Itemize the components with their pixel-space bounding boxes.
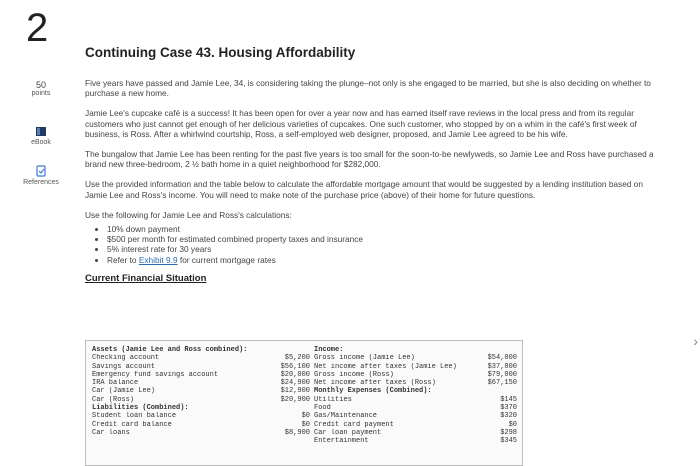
section-title: Current Financial Situation <box>85 272 207 284</box>
story-paragraph: Jamie Lee's cupcake café is a success! It has been open for over a year now and has earned itself rave reviews in the local press and from its regular customers who just cannot get enough of her delicious varieties of cupcakes. One such customer, who stopped by on a whim in the café's first week of business, is Ross. After a whirlwind courtship, Ross, a self-employed web designer, proposed, and Jamie Lee agreed to be his wife. <box>85 108 637 139</box>
table-row: Student loan balance $0 <box>92 412 310 421</box>
list-item: • 5% interest rate for 30 years <box>107 244 665 254</box>
ebook-label: eBook <box>31 139 51 146</box>
table-row: Credit card payment $0 <box>314 420 517 429</box>
financial-situation-table <box>85 340 523 466</box>
income-header: Income: <box>314 346 344 354</box>
chevron-right-icon[interactable]: › <box>693 333 698 349</box>
table-row: Car (Jamie Lee) $12,900 <box>92 387 310 396</box>
income-expenses-column <box>314 346 519 446</box>
assets-liabilities-column <box>92 346 312 437</box>
table-row: Net income after taxes (Jamie Lee) $37,800 <box>314 362 517 371</box>
table-row: Food $370 <box>314 404 517 413</box>
table-row: Gas/Maintenance $320 <box>314 412 517 421</box>
liabilities-header: Liabilities (Combined): <box>92 404 189 413</box>
instructions-paragraph: Use the provided information and the table below to calculate the affordable mortgage amount that would be suggested by a lending institution based on Jamie Lee and Ross's income. You will need to make note of the purchase price (above) of their home for future questions. <box>85 179 643 200</box>
calculations-intro: Use the following for Jamie Lee and Ross's calculations: <box>85 209 292 220</box>
table-row: Net income after taxes (Ross) $67,150 <box>314 379 517 388</box>
exhibit-link[interactable]: Exhibit 9.9 <box>138 254 178 265</box>
assets-header: Assets (Jamie Lee and Ross combined): <box>92 346 248 354</box>
ebook-button[interactable] <box>0 126 82 146</box>
list-item <box>107 255 665 265</box>
points-value: 50 <box>35 80 46 90</box>
assumptions-list <box>85 224 665 265</box>
references-label: References <box>23 179 59 186</box>
home-purchase-paragraph: The bungalow that Jamie Lee has been renting for the past five years is too small for the soon-to-be newlyweds, so Jamie Lee and Ross have purchased a brand new three-bedroom, 2 ½ bath home in a quiet neighborhood for $282,000. <box>85 149 654 170</box>
intro-paragraph: Five years have passed and Jamie Lee, 34, is considering taking the plunge–not only is she engaged to be married, but she is also deciding on whether to purchase a new home. <box>85 78 651 99</box>
table-row: Entertainment $345 <box>314 437 517 446</box>
table-row: Car (Ross) $20,900 <box>92 395 310 404</box>
table-row: Car loans $8,900 <box>92 428 310 437</box>
table-row: Checking account $5,200 <box>92 354 310 363</box>
question-number: 2 <box>26 6 49 50</box>
table-row: Emergency fund savings account $20,000 <box>92 370 310 379</box>
table-row: Utilities $145 <box>314 395 517 404</box>
points-label: points <box>31 90 51 97</box>
list-item: • $500 per month for estimated combined property taxes and insurance <box>107 234 665 244</box>
question-content <box>85 78 665 284</box>
book-icon <box>35 126 47 137</box>
references-button[interactable] <box>0 165 82 186</box>
list-item-prefix: Refer to <box>107 254 139 265</box>
table-row: Gross income (Ross) $79,000 <box>314 370 517 379</box>
list-item-suffix: for current mortgage rates <box>177 254 276 265</box>
table-row: Savings account $56,100 <box>92 362 310 371</box>
points-indicator <box>0 80 82 97</box>
table-row: Credit card balance $0 <box>92 420 310 429</box>
references-icon <box>35 165 47 177</box>
list-item: • 10% down payment <box>107 224 665 234</box>
question-title: Continuing Case 43. Housing Affordability <box>85 45 356 60</box>
table-row: Gross income (Jamie Lee) $54,000 <box>314 354 517 363</box>
expenses-header: Monthly Expenses (Combined): <box>314 387 432 396</box>
table-row: Car loan payment $298 <box>314 428 517 437</box>
table-row: IRA balance $24,900 <box>92 379 310 388</box>
